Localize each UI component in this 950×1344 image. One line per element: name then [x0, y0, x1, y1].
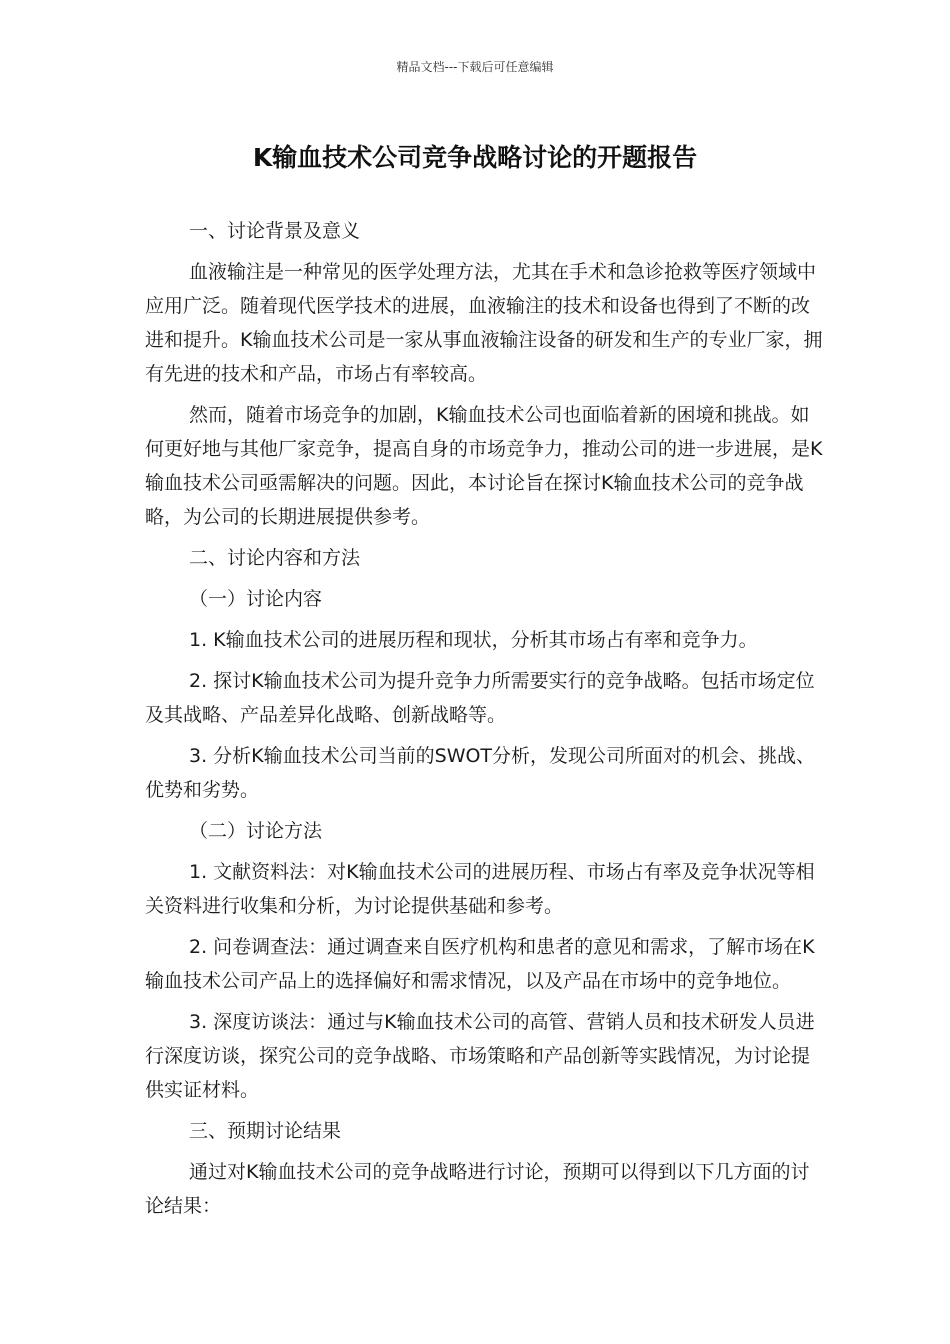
method-item-3: 3. 深度访谈法：通过与K输血技术公司的高管、营销人员和技术研发人员进行深度访谈，探究公司的竞争战略、市场策略和产品创新等实践情况，为讨论提供实证材料。: [145, 1011, 815, 1101]
subheading-content: （一）讨论内容: [189, 588, 323, 610]
method-item-2: 2. 问卷调查法：通过调查来自医疗机构和患者的意见和需求，了解市场在K输血技术公司产品上的选择偏好和需求情况，以及产品在市场中的竞争地位。: [145, 936, 815, 992]
paragraph-background-1: 血液输注是一种常见的医学处理方法，尤其在手术和急诊抢救等医疗领域中应用广泛。随着现代医学技术的进展，血液输注的技术和设备也得到了不断的改进和提升。K输血技术公司是一家从事血液输注设备的研发和生产的专业厂家，拥有先进的技术和产品，市场占有率较高。: [145, 261, 823, 385]
content-item-2: 2. 探讨K输血技术公司为提升竞争力所需要实行的竞争战略。包括市场定位及其战略、产品差异化战略、创新战略等。: [145, 670, 815, 726]
content-item-3: 3. 分析K输血技术公司当前的SWOT分析，发现公司所面对的机会、挑战、优势和劣势。: [145, 745, 816, 801]
document-title: K输血技术公司竞争战略讨论的开题报告: [252, 143, 698, 172]
page-header-watermark: 精品文档---下载后可任意编辑: [396, 60, 554, 74]
method-item-1: 1. 文献资料法：对K输血技术公司的进展历程、市场占有率及竞争状况等相关资料进行收集和分析，为讨论提供基础和参考。: [145, 861, 815, 917]
paragraph-expected-results: 通过对K输血技术公司的竞争战略进行讨论，预期可以得到以下几方面的讨论结果：: [145, 1161, 810, 1217]
section-heading-content-method: 二、讨论内容和方法: [189, 547, 361, 569]
section-heading-background: 一、讨论背景及意义: [189, 220, 361, 242]
content-item-1: 1. K输血技术公司的进展历程和现状，分析其市场占有率和竞争力。: [189, 629, 758, 651]
paragraph-background-2: 然而，随着市场竞争的加剧，K输血技术公司也面临着新的困境和挑战。如何更好地与其他厂家竞争，提高自身的市场竞争力，推动公司的进一步进展，是K输血技术公司亟需解决的问题。因此，本讨论旨在探讨K输血技术公司的竞争战略，为公司的长期进展提供参考。: [145, 404, 823, 528]
document-body: [145, 214, 825, 1230]
subheading-method: （二）讨论方法: [189, 820, 323, 842]
section-heading-expected-results: 三、预期讨论结果: [189, 1120, 342, 1142]
